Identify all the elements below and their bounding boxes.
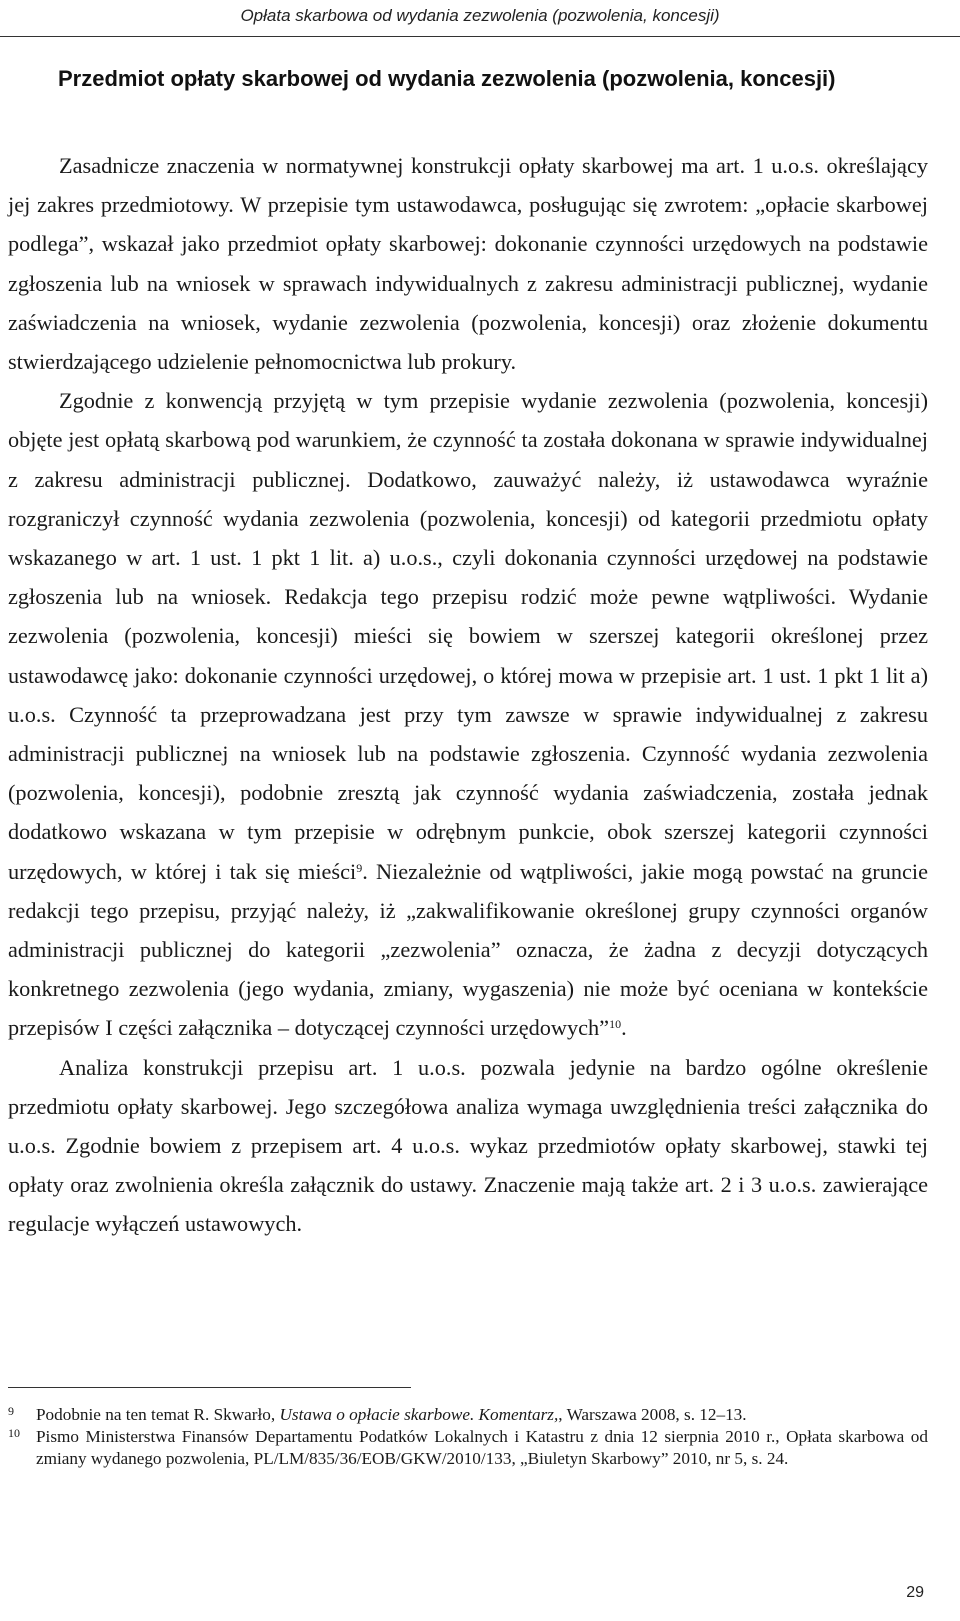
footnote-ref-9[interactable]: 9 xyxy=(356,860,363,875)
paragraph-2-part-3: . xyxy=(621,1015,627,1041)
footnote-rule xyxy=(8,1387,411,1388)
paragraph-2-part-1: Zgodnie z konwencją przyjętą w tym przepisie wydanie zezwolenia (pozwolenia, koncesji) objęte jest opłatą skarbową pod warunkiem, że czynność ta została dokonana w sprawie indywidualnej z zakresu administracji publicznej. Dodatkowo, zauważyć należy, iż ustawodawca wyraźnie rozgraniczył czynność wydania zezwolenia (pozwolenia, koncesji) od kategorii przedmiotu opłaty wskazanego w art. 1 ust. 1 pkt 1 lit. a) u.o.s., czyli dokonania czynności urzędowej na podstawie zgłoszenia lub na wniosek. Redakcja tego przepisu rodzić może pewne wątpliwości. Wydanie zezwolenia (pozwolenia, koncesji) mieści się bowiem w szerszej kategorii określonej przez ustawodawcę jako: dokonanie czynności urzędowej, o której mowa w przepisie art. 1 ust. 1 pkt 1 lit a) u.o.s. Czynność ta przeprowadzana jest przy tym zawsze w sprawie indywidualnej z zakresu administracji publicznej na wniosek lub na podstawie zgłoszenia. Czynność wydania zezwolenia (pozwolenia, koncesji), podobnie zresztą jak czynność wydania zaświadczenia, została jednak dodatkowo wskazana w tym przepisie w odrębnym punkcie, obok szerszej kategorii czynności urzędowych, w której i tak się mieści xyxy=(8,388,928,884)
footnote-title: Ustawa o opłacie skarbowe. Komentarz, xyxy=(279,1405,559,1424)
footnote-number: 9 xyxy=(8,1404,14,1418)
paragraph-2-part-2: . Niezależnie od wątpliwości, jakie mogą powstać na gruncie redakcji tego przepisu, przyjąć należy, iż „zakwalifikowanie określonej grupy czynności organów administracji publicznej do kategorii „zezwolenia” oznacza, że żadna z decyzji dotyczących konkretnego zezwolenia (jego wydania, zmiany, wygaszenia) nie może być oceniana w kontekście przepisów I części załącznika – dotyczącej czynności urzędowych” xyxy=(8,858,929,1041)
header-rule xyxy=(0,36,960,37)
body-text xyxy=(8,146,928,1244)
footnote-ref-10[interactable]: 10 xyxy=(609,1017,622,1032)
running-header: Opłata skarbowa od wydania zezwolenia (pozwolenia, koncesji) xyxy=(240,6,720,25)
paragraph-3: Analiza konstrukcji przepisu art. 1 u.o.s. pozwala jedynie na bardzo ogólne określenie przedmiotu opłaty skarbowej. Jego szczegółowa analiza wymaga uwzględnienia treści załącznika do u.o.s. Zgodnie bowiem z przepisem art. 4 u.o.s. wykaz przedmiotów opłaty skarbowej, stawki tej opłaty oraz zwolnienia określa załącznik do ustawy. Znaczenie mają także art. 2 i 3 u.o.s. zawierające regulacje wyłączeń ustawowych. xyxy=(8,1054,928,1237)
footnotes xyxy=(8,1404,928,1470)
paragraph-1: Zasadnicze znaczenia w normatywnej konstrukcji opłaty skarbowej ma art. 1 u.o.s. określający jej zakres przedmiotowy. W przepisie tym ustawodawca, posługując się zwrotem: „opłacie skarbowej podlega”, wskazał jako przedmiot opłaty skarbowej: dokonanie czynności urzędowych na podstawie zgłoszenia lub na wniosek w sprawach indywidualnych z zakresu administracji publicznej, wydanie zaświadczenia na wniosek, wydanie zezwolenia (pozwolenia, koncesji) oraz złożenie dokumentu stwierdzającego udzielenie pełnomocnictwa lub prokury. xyxy=(8,153,928,375)
footnote-9 xyxy=(8,1404,928,1426)
footnote-10 xyxy=(8,1426,928,1470)
footnote-text: Podobnie na ten temat R. Skwarło, xyxy=(36,1405,280,1424)
section-title: Przedmiot opłaty skarbowej od wydania zezwolenia (pozwolenia, koncesji) xyxy=(58,66,836,91)
footnote-text: Pismo Ministerstwa Finansów Departamentu Podatków Lokalnych i Katastru z dnia 12 sierpnia 2010 r., Opłata skarbowa od zmiany wydanego pozwolenia, PL/LM/835/36/EOB/GKW/2010/133, „Biuletyn Skarbowy” 2010, nr 5, s. 24. xyxy=(36,1427,928,1468)
footnote-text-end: , Warszawa 2008, s. 12–13. xyxy=(558,1405,747,1424)
page-number: 29 xyxy=(906,1584,924,1601)
paragraph-2 xyxy=(8,381,928,1047)
footnote-number: 10 xyxy=(8,1426,20,1440)
